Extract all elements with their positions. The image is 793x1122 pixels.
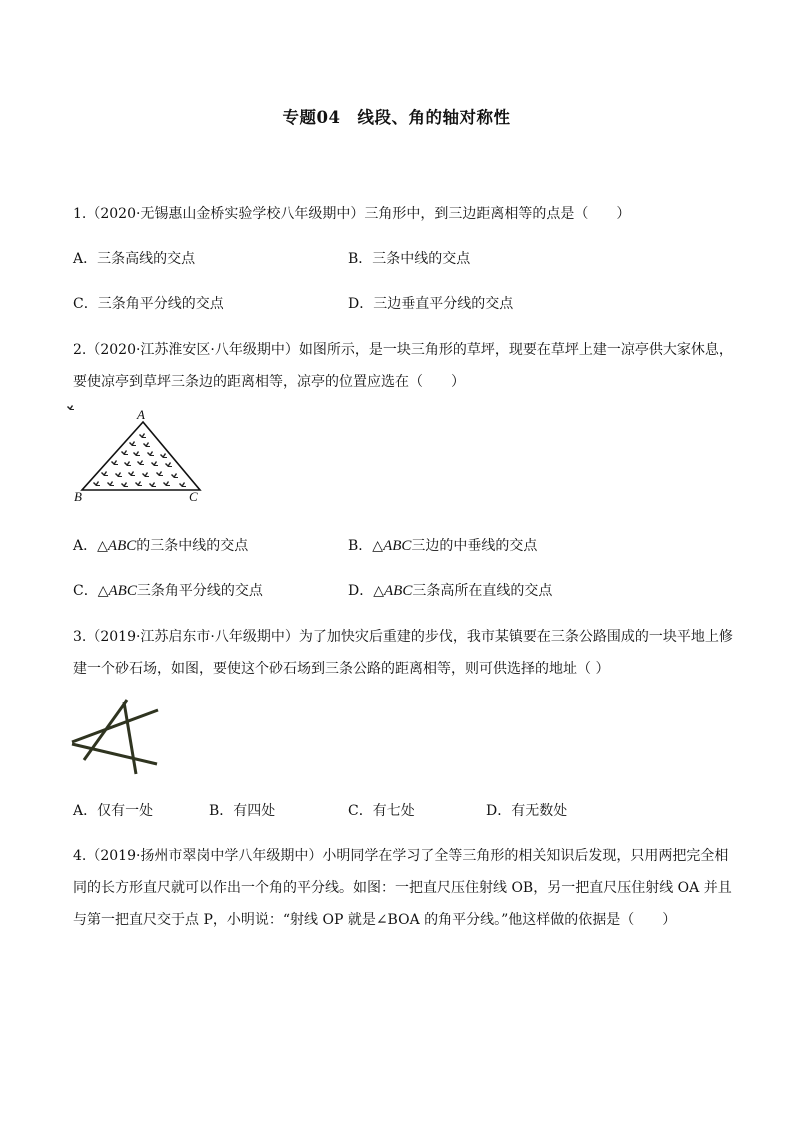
question-2-stem-line-2: 要使凉亭到草坪三条边的距离相等，凉亭的位置应选在（ ）: [73, 374, 465, 390]
q1-option-d[interactable]: D．三边垂直平分线的交点: [348, 296, 514, 312]
vertex-label-c: C: [189, 489, 198, 504]
question-4-stem-line-2: 同的长方形直尺就可以作出一个角的平分线。如图：一把直尺压住射线 OB，另一把直尺压住射线 OA 并且: [73, 880, 732, 896]
q3-option-d[interactable]: D．有无数处: [486, 803, 568, 819]
q2-option-a[interactable]: A．△ABC的三条中线的交点: [73, 538, 249, 554]
q2-option-d[interactable]: D．△ABC三条高所在直线的交点: [348, 583, 553, 599]
road-line-3: [72, 744, 157, 764]
lawn-triangle: [82, 422, 200, 490]
q2-option-b[interactable]: B．△ABC三边的中垂线的交点: [348, 538, 538, 554]
q1-option-c[interactable]: C．三条角平分线的交点: [73, 296, 224, 312]
q3-option-b[interactable]: B．有四处: [209, 803, 276, 819]
vertex-label-a: A: [137, 407, 145, 422]
q1-option-b[interactable]: B．三条中线的交点: [348, 251, 471, 267]
grass-pattern: [67, 405, 186, 487]
question-3-stem-line-2: 建一个砂石场，如图，要使这个砂石场到三条公路的距离相等，则可供选择的地址（ ）: [73, 661, 610, 677]
question-4-stem-line-3: 与第一把直尺交于点 P，小明说：“射线 OP 就是∠BOA 的角平分线。”他这样做的依据是（ ）: [73, 912, 677, 928]
roads-figure: [70, 698, 160, 776]
q1-option-a[interactable]: A．三条高线的交点: [73, 251, 196, 267]
page-title: 专题04 线段、角的轴对称性: [282, 108, 511, 127]
q2-option-c[interactable]: C．△ABC三条角平分线的交点: [73, 583, 263, 599]
question-1-stem: 1.（2020·无锡惠山金桥实验学校八年级期中）三角形中，到三边距离相等的点是（ ）: [73, 206, 631, 222]
q3-option-c[interactable]: C．有七处: [348, 803, 415, 819]
road-line-4: [124, 702, 136, 774]
lawn-triangle-figure: [70, 407, 210, 505]
question-2-stem-line-1: 2.（2020·江苏淮安区·八年级期中）如图所示，是一块三角形的草坪，现要在草坪上建一凉亭供大家休息，: [73, 342, 733, 358]
question-3-stem-line-1: 3.（2019·江苏启东市·八年级期中）为了加快灾后重建的步伐，我市某镇要在三条公路围成的一块平地上修: [73, 629, 733, 645]
q3-option-a[interactable]: A．仅有一处: [73, 803, 154, 819]
question-4-stem-line-1: 4.（2019·扬州市翠岗中学八年级期中）小明同学在学习了全等三角形的相关知识后发现，只用两把完全相: [73, 848, 729, 864]
vertex-label-b: B: [74, 489, 82, 504]
